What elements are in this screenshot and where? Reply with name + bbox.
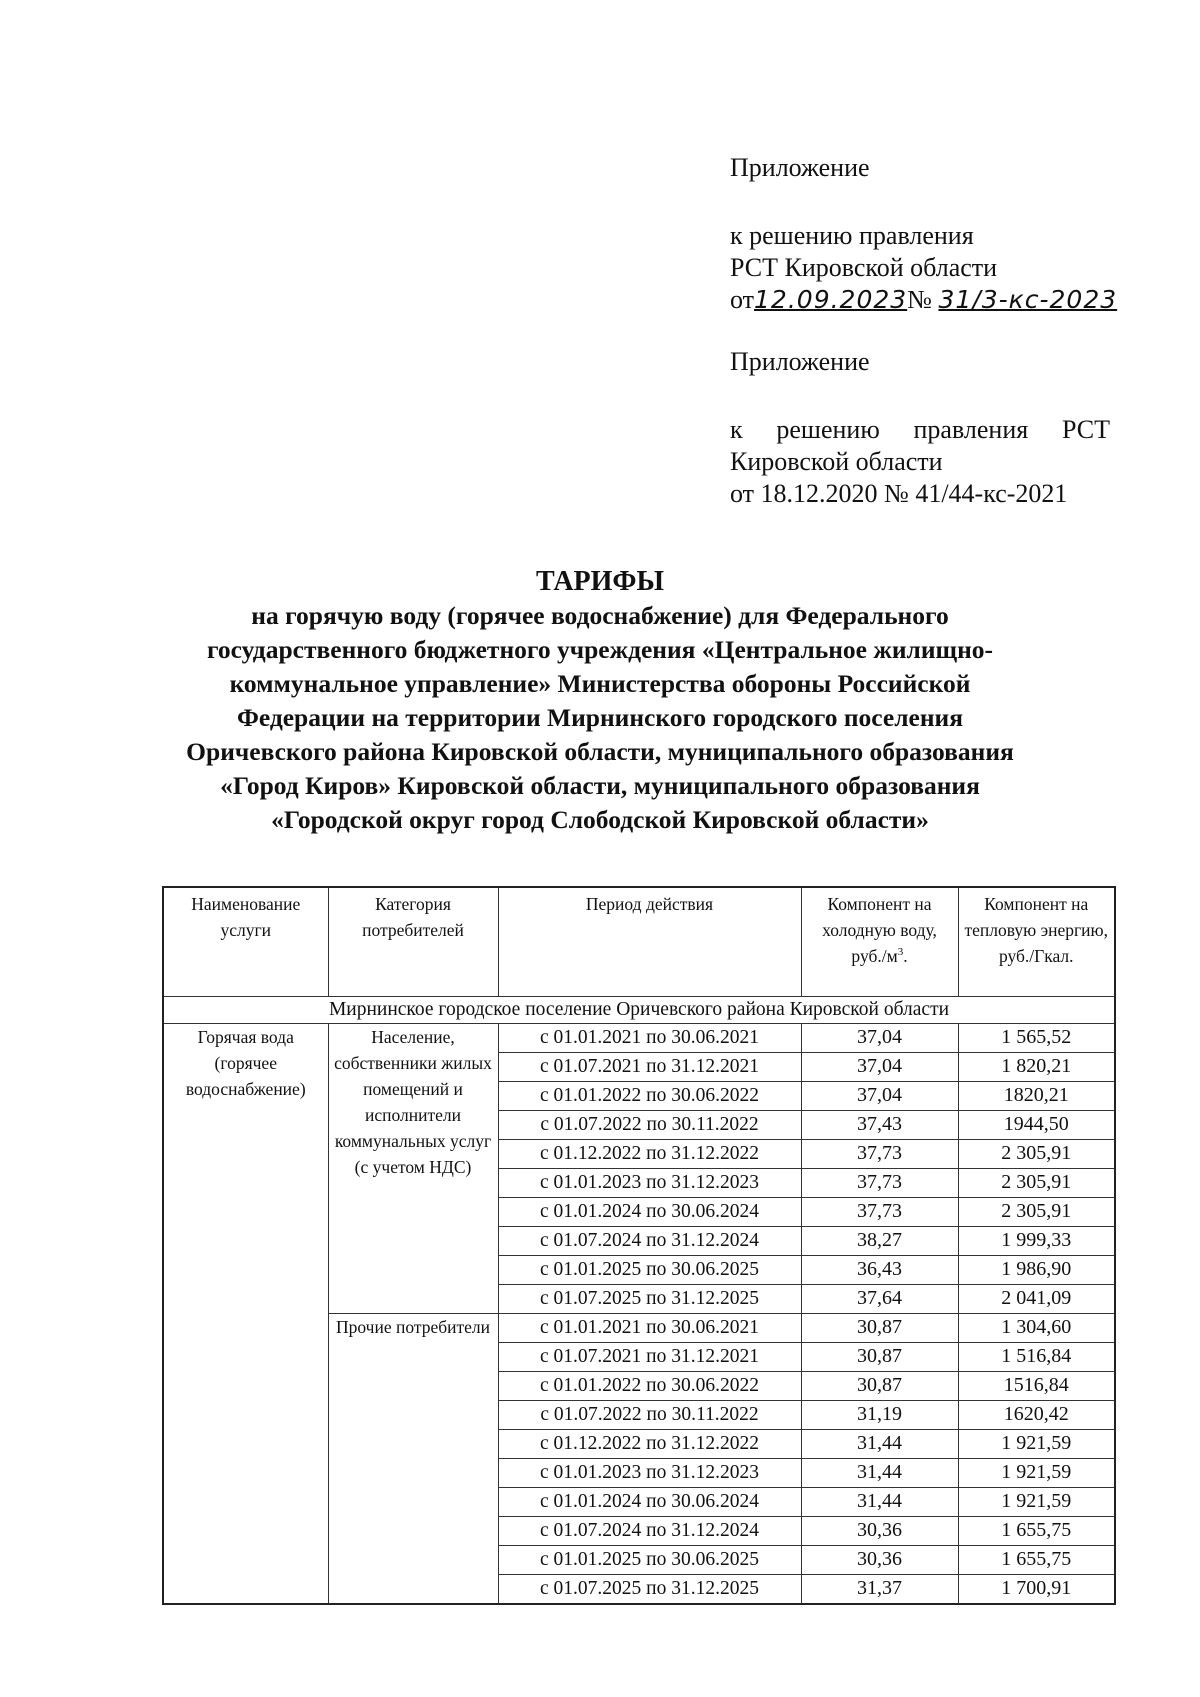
heat-cell: 1 999,33: [958, 1227, 1115, 1256]
title-line: Оричевского района Кировской области, муниципального образования: [186, 737, 1014, 766]
period-cell: с 01.01.2021 по 30.06.2021: [498, 1024, 801, 1053]
title-line: «Городской округ город Слободской Кировской области»: [271, 805, 929, 834]
period-cell: с 01.01.2023 по 31.12.2023: [498, 1169, 801, 1198]
period-cell: с 01.01.2025 по 30.06.2025: [498, 1256, 801, 1285]
cold-water-cell: 31,44: [801, 1430, 958, 1459]
service-name-cell: Горячая вода (горячее водоснабжение): [163, 1024, 328, 1605]
ref-from-prefix: от: [730, 285, 755, 314]
appendix-old-label: Приложение: [730, 347, 870, 376]
cold-water-cell: 37,73: [801, 1169, 958, 1198]
cold-water-cell: 30,36: [801, 1546, 958, 1575]
cold-water-cell: 37,73: [801, 1198, 958, 1227]
cold-water-cell: 30,87: [801, 1343, 958, 1372]
period-cell: с 01.12.2022 по 31.12.2022: [498, 1140, 801, 1169]
header-heat: Компонент на тепловую энергию, руб./Гкал.: [958, 887, 1115, 997]
cold-water-cell: 38,27: [801, 1227, 958, 1256]
title-line: «Город Киров» Кировской области, муниципального образования: [220, 771, 980, 800]
heat-cell: 2 305,91: [958, 1140, 1115, 1169]
header-service: Наименование услуги: [163, 887, 328, 997]
heat-cell: 1 921,59: [958, 1430, 1115, 1459]
section-title: Мирнинское городское поселение Оричевского района Кировской области: [163, 997, 1115, 1024]
period-cell: с 01.07.2021 по 31.12.2021: [498, 1343, 801, 1372]
period-cell: с 01.12.2022 по 31.12.2022: [498, 1430, 801, 1459]
period-cell: с 01.01.2022 по 30.06.2022: [498, 1082, 801, 1111]
period-cell: с 01.07.2024 по 31.12.2024: [498, 1227, 801, 1256]
heat-cell: 1 700,91: [958, 1575, 1115, 1605]
period-cell: с 01.01.2021 по 30.06.2021: [498, 1314, 801, 1343]
appendix-new-line1: к решению правления: [730, 221, 974, 250]
appendix-new-label: Приложение: [730, 153, 870, 182]
cold-water-cell: 30,87: [801, 1314, 958, 1343]
period-cell: с 01.07.2021 по 31.12.2021: [498, 1053, 801, 1082]
appendix-old-line3: от 18.12.2020 № 41/44-кс-2021: [730, 479, 1068, 508]
period-cell: с 01.01.2023 по 31.12.2023: [498, 1459, 801, 1488]
period-cell: с 01.07.2022 по 30.11.2022: [498, 1111, 801, 1140]
heat-cell: 1 565,52: [958, 1024, 1115, 1053]
cold-water-cell: 37,73: [801, 1140, 958, 1169]
period-cell: с 01.01.2022 по 30.06.2022: [498, 1372, 801, 1401]
period-cell: с 01.01.2025 по 30.06.2025: [498, 1546, 801, 1575]
tariff-table: [162, 886, 1116, 1605]
heat-cell: 1 655,75: [958, 1517, 1115, 1546]
word: к: [730, 415, 743, 444]
cold-water-cell: 37,04: [801, 1082, 958, 1111]
cold-water-cell: 30,36: [801, 1517, 958, 1546]
appendix-old-line1: [730, 414, 1110, 446]
period-cell: с 01.07.2025 по 31.12.2025: [498, 1285, 801, 1314]
section-row: [163, 997, 1115, 1024]
ref-number-sign: №: [907, 285, 932, 314]
table-header-row: [163, 887, 1115, 997]
header-cold-water: Компонент на холодную воду, $руб./м^3$.: [801, 887, 958, 997]
cold-water-cell: 31,37: [801, 1575, 958, 1605]
handwritten-number: 31/3-кс-2023: [938, 285, 1118, 314]
cold-water-cell: 37,64: [801, 1285, 958, 1314]
heat-cell: 1 516,84: [958, 1343, 1115, 1372]
heat-cell: 1 304,60: [958, 1314, 1115, 1343]
table-row: [163, 1024, 1115, 1053]
appendix-old-line2: Кировской области: [730, 447, 943, 476]
handwritten-date: 12.09.2023: [754, 285, 908, 314]
heat-cell: 1 921,59: [958, 1459, 1115, 1488]
category-cell: Население, собственники жилых помещений и исполнители коммунальных услуг (с учетом НДС): [328, 1024, 498, 1314]
heat-cell: 1 820,21: [958, 1053, 1115, 1082]
cold-water-cell: 37,04: [801, 1024, 958, 1053]
cold-water-cell: 31,44: [801, 1459, 958, 1488]
title-main: ТАРИФЫ: [536, 566, 664, 597]
heat-cell: 2 305,91: [958, 1169, 1115, 1198]
heat-cell: 1944,50: [958, 1111, 1115, 1140]
heat-cell: 2 041,09: [958, 1285, 1115, 1314]
heat-cell: 1516,84: [958, 1372, 1115, 1401]
heat-cell: 1 655,75: [958, 1546, 1115, 1575]
heat-cell: 1 986,90: [958, 1256, 1115, 1285]
period-cell: с 01.01.2024 по 30.06.2024: [498, 1488, 801, 1517]
title-line: Федерации на территории Мирнинского городского поселения: [236, 703, 964, 732]
period-cell: с 01.01.2024 по 30.06.2024: [498, 1198, 801, 1227]
cold-water-cell: 36,43: [801, 1256, 958, 1285]
word: решению: [776, 415, 880, 444]
cold-water-cell: 37,43: [801, 1111, 958, 1140]
heat-cell: 1620,42: [958, 1401, 1115, 1430]
period-cell: с 01.07.2024 по 31.12.2024: [498, 1517, 801, 1546]
cold-water-cell: 30,87: [801, 1372, 958, 1401]
cold-water-cell: 31,44: [801, 1488, 958, 1517]
document-title: [140, 565, 1060, 837]
heat-cell: 1 921,59: [958, 1488, 1115, 1517]
word: РСТ: [1061, 415, 1110, 444]
title-line: коммунальное управление» Министерства обороны Российской: [229, 669, 971, 698]
word: правления: [913, 415, 1029, 444]
period-cell: с 01.07.2022 по 30.11.2022: [498, 1401, 801, 1430]
title-line: на горячую воду (горячее водоснабжение) для Федерального: [251, 601, 949, 630]
cold-water-cell: 37,04: [801, 1053, 958, 1082]
header-period: Период действия: [498, 887, 801, 997]
category-cell: Прочие потребители: [328, 1314, 498, 1605]
heat-cell: 2 305,91: [958, 1198, 1115, 1227]
heat-cell: 1820,21: [958, 1082, 1115, 1111]
header-category: Категория потребителей: [328, 887, 498, 997]
appendix-new-line2: РСТ Кировской области: [730, 253, 998, 282]
period-cell: с 01.07.2025 по 31.12.2025: [498, 1575, 801, 1605]
title-line: государственного бюджетного учреждения «Центральное жилищно-: [206, 635, 994, 664]
appendix-new-ref: [730, 284, 1117, 316]
cold-water-cell: 31,19: [801, 1401, 958, 1430]
